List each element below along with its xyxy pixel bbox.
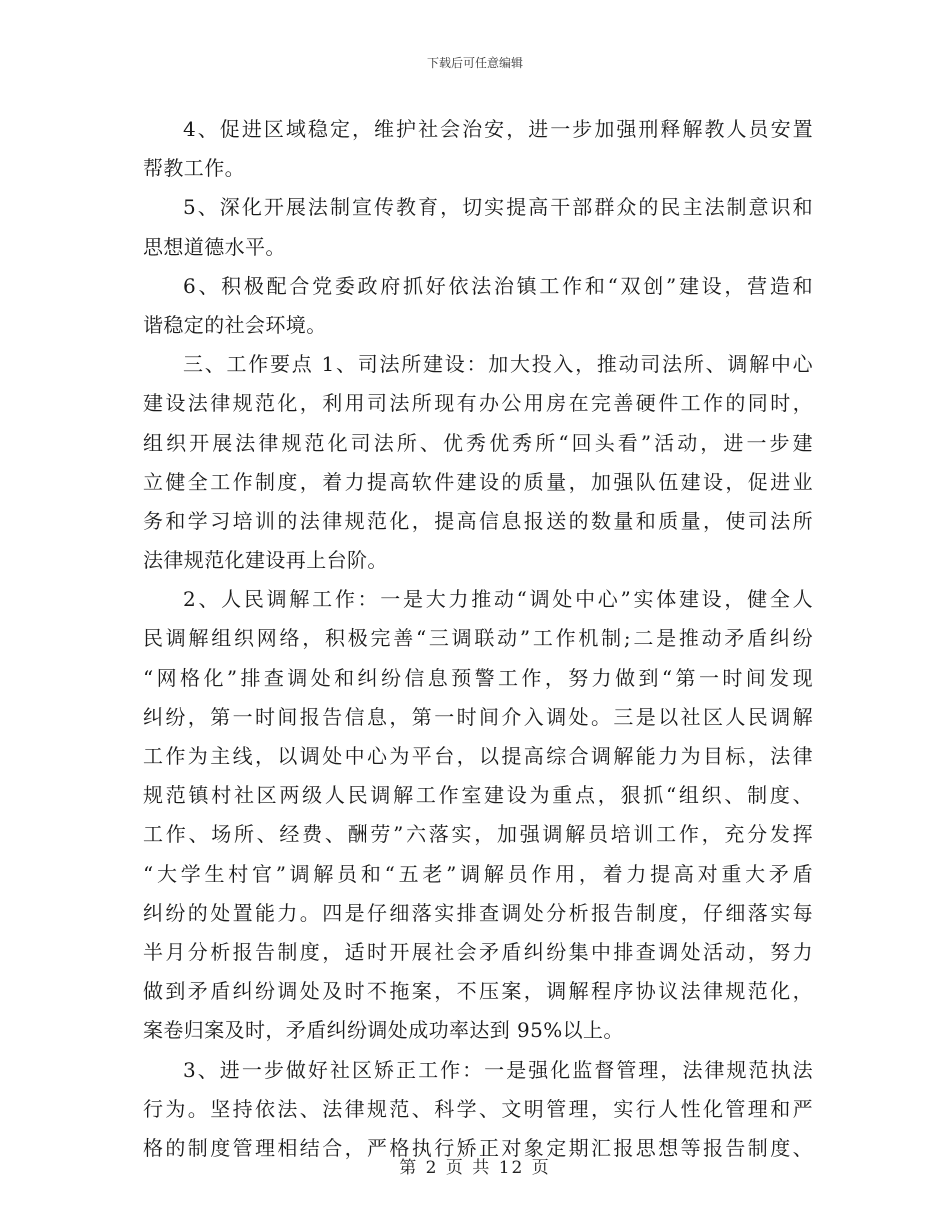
text-line: 民调解组织网络，积极完善“三调联动”工作机制;二是推动矛盾纠纷 — [143, 626, 813, 651]
text-line: 工作为主线，以调处中心为平台，以提高综合调解能力为目标，法律 — [143, 744, 813, 768]
text-line: “网格化”排查调处和纠纷信息预警工作，努力做到“第一时间发现 — [143, 665, 813, 690]
text-line: 法律规范化建设再上台阶。 — [143, 548, 388, 573]
text-line: 案卷归案及时，矛盾纠纷调处成功率达到 95%以上。 — [143, 1018, 624, 1043]
text-line: 2、人民调解工作：一是大力推动“调处中心”实体建设，健全人 — [183, 587, 813, 612]
text-line: 4、促进区域稳定，维护社会治安，进一步加强刑释解教人员安置 — [183, 117, 813, 141]
text-line: 格的制度管理相结合，严格执行矫正对象定期汇报思想等报告制度、 — [143, 1135, 813, 1160]
text-line: 规范镇村社区两级人民调解工作室建设为重点，狠抓“组织、制度、 — [143, 783, 813, 808]
text-line: 纠纷，第一时间报告信息，第一时间介入调处。三是以社区人民调解 — [143, 704, 813, 729]
text-line: 5、深化开展法制宣传教育，切实提高干部群众的民主法制意识和 — [183, 195, 813, 220]
text-line: 半月分析报告制度，适时开展社会矛盾纠纷集中排查调处活动，努力 — [143, 939, 813, 964]
text-line: 工作、场所、经费、酬劳”六落实，加强调解员培训工作，充分发挥 — [143, 822, 813, 847]
text-line: 务和学习培训的法律规范化，提高信息报送的数量和质量，使司法所 — [143, 508, 813, 533]
text-line: 6、积极配合党委政府抓好依法治镇工作和“双创”建设，营造和 — [183, 273, 813, 298]
text-line: 三、工作要点 1、司法所建设：加大投入，推动司法所、调解中心 — [183, 352, 813, 377]
text-line: 建设法律规范化，利用司法所现有办公用房在完善硬件工作的同时， — [143, 391, 813, 416]
text-line: “大学生村官”调解员和“五老”调解员作用，着力提高对重大矛盾 — [143, 861, 813, 886]
page-header: 下载后可任意编辑 — [426, 56, 523, 70]
text-line: 立健全工作制度，着力提高软件建设的质量，加强队伍建设，促进业 — [143, 469, 813, 494]
document-body — [143, 110, 813, 1168]
page-number-footer: 第 2 页 共 12 页 — [399, 1158, 551, 1178]
text-line: 思想道德水平。 — [143, 234, 286, 259]
text-line: 组织开展法律规范化司法所、优秀优秀所“回头看”活动，进一步建 — [143, 430, 813, 455]
text-line: 做到矛盾纠纷调处及时不拖案，不压案，调解程序协议法律规范化， — [143, 979, 813, 1004]
text-line: 纠纷的处置能力。四是仔细落实排查调处分析报告制度，仔细落实每 — [143, 900, 813, 925]
text-line: 谐稳定的社会环境。 — [143, 312, 327, 337]
text-line: 行为。坚持依法、法律规范、科学、文明管理，实行人性化管理和严 — [143, 1096, 813, 1121]
text-line: 3、进一步做好社区矫正工作：一是强化监督管理，法律规范执法 — [183, 1057, 813, 1082]
text-line: 帮教工作。 — [143, 156, 245, 181]
